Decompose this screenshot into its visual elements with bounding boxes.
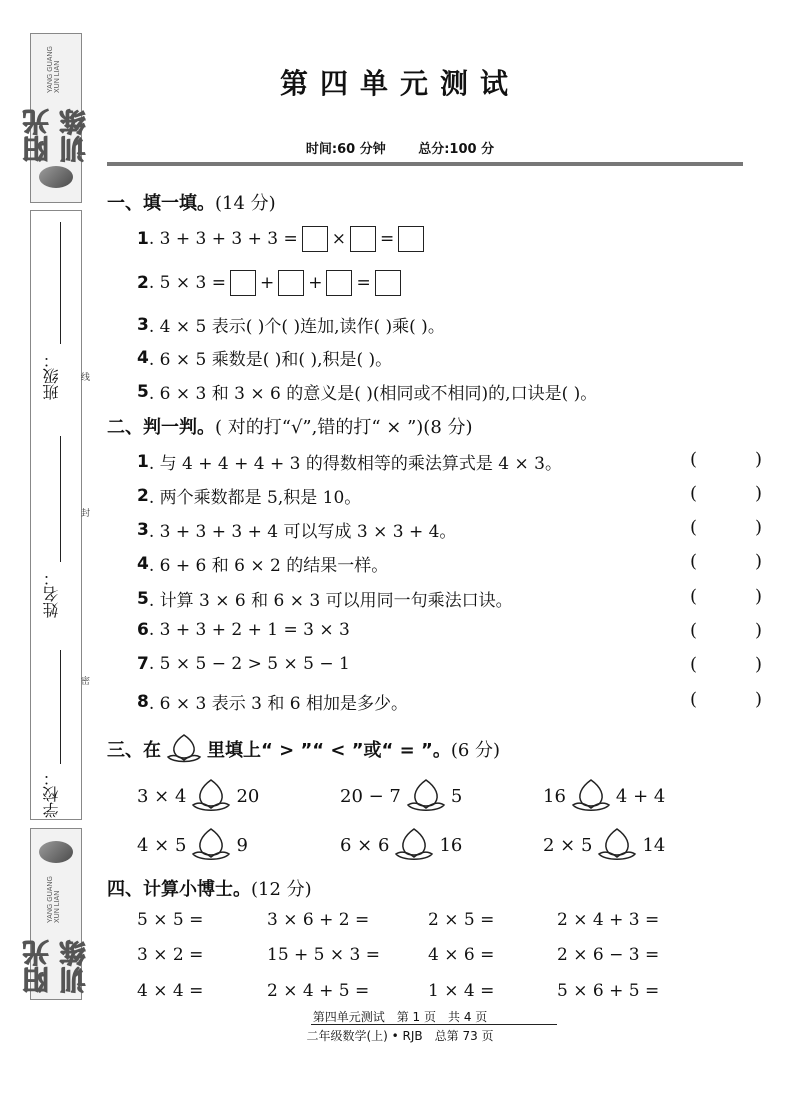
compare-item: 6 × 6 16	[340, 827, 462, 863]
calc-problem[interactable]: 4 × 4 =	[137, 981, 204, 1001]
s1-question-2: 2 . 5 × 3 = + + =	[137, 270, 405, 296]
answer-box[interactable]	[278, 270, 304, 296]
answer-parentheses[interactable]: ( )	[690, 483, 762, 504]
brand-text-top: 阳光训练 YANG GUANG XUN LIAN	[22, 46, 89, 162]
header-divider	[107, 162, 743, 166]
answer-box[interactable]	[326, 270, 352, 296]
judgement-item: 4 . 6 + 6 和 6 × 2 的结果一样。	[137, 553, 389, 576]
answer-box[interactable]	[302, 226, 328, 252]
name-line	[60, 436, 61, 562]
exam-info	[0, 138, 800, 157]
section2-heading: 二、判一判。( 对的打“√”,错的打“ × ”)(8 分)	[107, 417, 473, 438]
seal-mark-feng: 封	[79, 508, 89, 517]
compare-item: 3 × 4 20	[137, 778, 259, 814]
section3-heading: 三、在 里填上“ > ”“ < ”或“ = ”。 (6 分)	[107, 733, 500, 765]
answer-parentheses[interactable]: ( )	[690, 689, 762, 710]
seal-mark-mi: 密	[79, 676, 89, 685]
footer-line-1: 第四单元测试 第 1 页 共 4 页	[312, 1010, 488, 1024]
peach-answer-slot-icon[interactable]	[592, 827, 642, 863]
footer-line-2: 二年级数学(上) • RJB 总第 73 页	[306, 1029, 494, 1043]
seal-mark-xian: 线	[79, 372, 89, 381]
calc-problem[interactable]: 3 × 2 =	[137, 945, 204, 965]
compare-item: 2 × 5 14	[543, 827, 665, 863]
answer-parentheses[interactable]: ( )	[690, 551, 762, 572]
calc-problem[interactable]: 2 × 5 =	[428, 910, 495, 930]
footer-divider	[311, 1024, 557, 1025]
section1-heading: 一、填一填。(14 分)	[107, 193, 276, 214]
brand-panel-top	[22, 33, 89, 203]
peach-answer-slot-icon[interactable]	[186, 778, 236, 814]
section4-heading: 四、计算小博士。(12 分)	[107, 879, 312, 900]
calc-problem[interactable]: 2 × 4 + 3 =	[557, 910, 660, 930]
compare-item: 16 4 + 4	[543, 778, 665, 814]
page-title: 第四单元测试	[279, 67, 520, 100]
s1-question-5: 5 . 6 × 3 和 3 × 6 的意义是( )(相同或不相同)的,口诀是( )。	[137, 381, 598, 404]
compare-item: 20 − 7 5	[340, 778, 462, 814]
compare-item: 4 × 5 9	[137, 827, 248, 863]
judgement-item: 7 . 5 × 5 − 2 > 5 × 5 − 1	[137, 654, 350, 674]
calc-problem[interactable]: 3 × 6 + 2 =	[267, 910, 370, 930]
peach-answer-slot-icon[interactable]	[566, 778, 616, 814]
answer-parentheses[interactable]: ( )	[690, 517, 762, 538]
calc-problem[interactable]: 5 × 6 + 5 =	[557, 981, 660, 1001]
student-info-panel	[30, 210, 82, 820]
peach-icon	[165, 733, 203, 765]
answer-box[interactable]	[350, 226, 376, 252]
calc-problem[interactable]: 15 + 5 × 3 =	[267, 945, 381, 965]
school-label: 学校：	[42, 770, 61, 818]
answer-box[interactable]	[375, 270, 401, 296]
calc-problem[interactable]: 4 × 6 =	[428, 945, 495, 965]
answer-parentheses[interactable]: ( )	[690, 654, 762, 675]
s1-question-4: 4 . 6 × 5 乘数是( )和( ),积是( )。	[137, 347, 393, 370]
judgement-item: 3 . 3 + 3 + 3 + 4 可以写成 3 × 3 + 4。	[137, 519, 457, 542]
s1-question-1: 1 . 3 + 3 + 3 + 3 = × =	[137, 226, 428, 252]
calc-problem[interactable]: 2 × 4 + 5 =	[267, 981, 370, 1001]
answer-parentheses[interactable]: ( )	[690, 449, 762, 470]
s1-question-3: 3 . 4 × 5 表示( )个( )连加,读作( )乘( )。	[137, 314, 445, 337]
judgement-item: 8 . 6 × 3 表示 3 和 6 相加是多少。	[137, 691, 408, 714]
answer-parentheses[interactable]: ( )	[690, 620, 762, 641]
judgement-item: 6 . 3 + 3 + 2 + 1 = 3 × 3	[137, 620, 350, 640]
answer-parentheses[interactable]: ( )	[690, 586, 762, 607]
peach-answer-slot-icon[interactable]	[401, 778, 451, 814]
name-label: 姓名：	[42, 570, 61, 618]
total-score: 总分:100 分	[418, 142, 495, 157]
judgement-item: 2 . 两个乘数都是 5,积是 10。	[137, 485, 362, 508]
judgement-item: 1 . 与 4 + 4 + 4 + 3 的得数相等的乘法算式是 4 × 3。	[137, 451, 562, 474]
class-label: 班级：	[42, 352, 61, 400]
brand-logo-icon	[39, 841, 73, 863]
calc-problem[interactable]: 5 × 5 =	[137, 910, 204, 930]
school-line	[60, 650, 61, 764]
brand-panel-bottom	[22, 828, 89, 1000]
time-limit: 时间:60 分钟	[305, 142, 386, 157]
answer-box[interactable]	[230, 270, 256, 296]
class-line	[60, 222, 61, 344]
calc-problem[interactable]: 2 × 6 − 3 =	[557, 945, 660, 965]
brand-logo-icon	[39, 166, 73, 188]
brand-text-bottom: 阳光训练 YANG GUANG XUN LIAN	[22, 876, 89, 993]
peach-answer-slot-icon[interactable]	[389, 827, 439, 863]
calc-problem[interactable]: 1 × 4 =	[428, 981, 495, 1001]
peach-answer-slot-icon[interactable]	[186, 827, 236, 863]
judgement-item: 5 . 计算 3 × 6 和 6 × 3 可以用同一句乘法口诀。	[137, 588, 513, 611]
answer-box[interactable]	[398, 226, 424, 252]
